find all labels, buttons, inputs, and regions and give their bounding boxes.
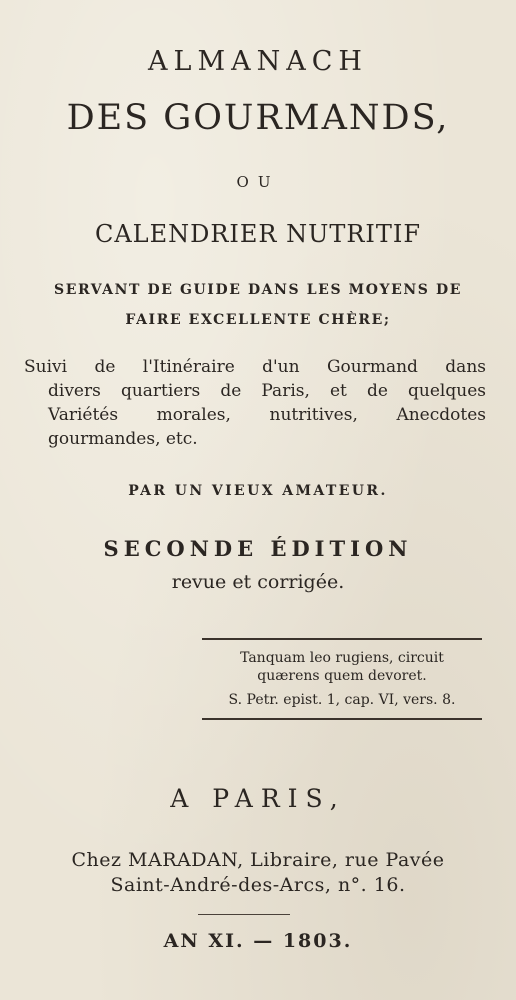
title-des-gourmands: DES GOURMANDS, bbox=[66, 98, 450, 138]
date-rule bbox=[198, 914, 290, 915]
paragraph-line: Variétés morales, nutritives, Anecdotes bbox=[48, 405, 486, 425]
motto-top-rule bbox=[202, 638, 482, 640]
motto-bottom-rule bbox=[202, 718, 482, 720]
edition-note: revue et corrigée. bbox=[171, 571, 345, 593]
title-almanach: ALMANACH bbox=[148, 46, 368, 77]
paragraph-line: divers quartiers de Paris, et de quelques bbox=[48, 381, 486, 401]
subtitle-line-2: FAIRE EXCELLENTE CHÈRE; bbox=[125, 312, 391, 328]
motto-line: quærens quem devoret. bbox=[257, 668, 427, 684]
date-line: AN XI. — 1803. bbox=[163, 930, 353, 952]
edition-line: SECONDE ÉDITION bbox=[103, 536, 413, 561]
publisher-line-1: Chez MARADAN, Libraire, rue Pavée bbox=[71, 849, 445, 871]
motto-citation: S. Petr. epist. 1, cap. VI, vers. 8. bbox=[228, 692, 456, 708]
title-ou: OU bbox=[236, 173, 280, 191]
subtitle-line-1: SERVANT DE GUIDE DANS LES MOYENS DE bbox=[54, 282, 462, 298]
subtitle-calendrier: CALENDRIER NUTRITIF bbox=[94, 220, 422, 248]
author-line: PAR UN VIEUX AMATEUR. bbox=[128, 483, 388, 499]
paragraph-line: gourmandes, etc. bbox=[48, 429, 198, 449]
place-line: A PARIS, bbox=[170, 784, 346, 813]
description-paragraph bbox=[24, 355, 486, 451]
publisher-line-2: Saint-André-des-Arcs, n°. 16. bbox=[110, 874, 406, 896]
motto-line: Tanquam leo rugiens, circuit bbox=[240, 650, 444, 666]
paragraph-line: Suivi de l'Itinéraire d'un Gourmand dans bbox=[24, 357, 486, 377]
